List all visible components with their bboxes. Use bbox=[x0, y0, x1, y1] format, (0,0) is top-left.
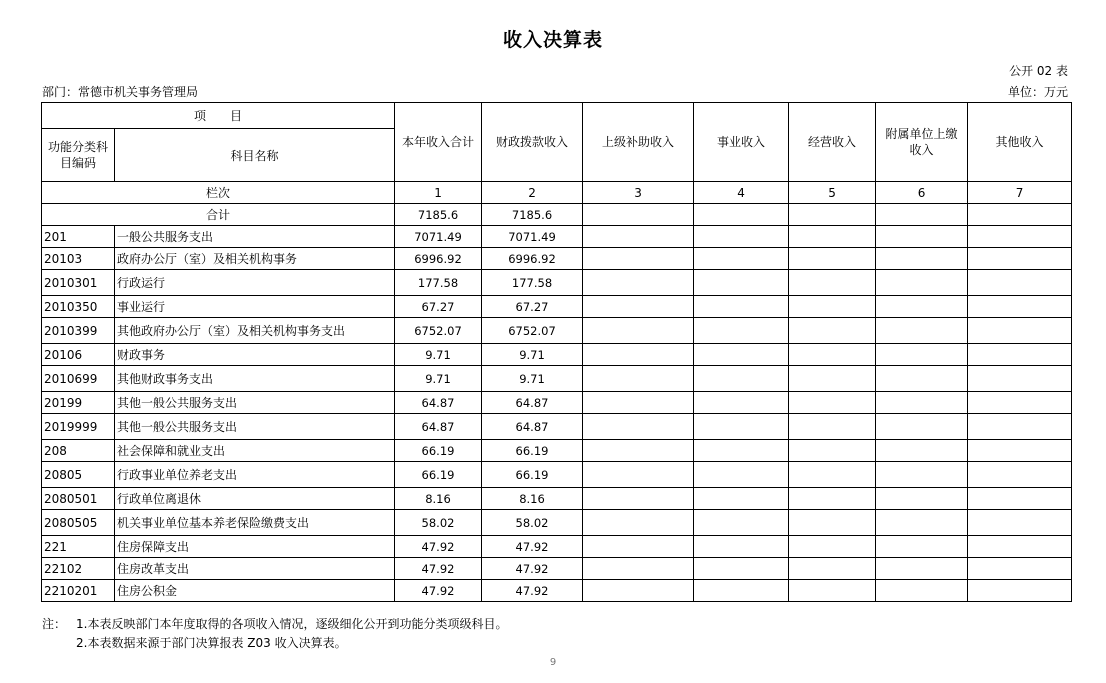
page-title: 收入决算表 bbox=[502, 29, 603, 51]
row-name: 其他财政事务支出 bbox=[115, 366, 395, 392]
row-name: 其他一般公共服务支出 bbox=[115, 392, 395, 414]
row-empty-cell bbox=[694, 462, 789, 488]
row-empty-cell bbox=[968, 536, 1072, 558]
row-total: 64.87 bbox=[395, 414, 482, 440]
row-code: 201 bbox=[42, 226, 115, 248]
header-project: 项 目 bbox=[42, 103, 395, 129]
table-row bbox=[42, 440, 1072, 462]
row-empty-cell bbox=[876, 536, 968, 558]
row-empty-cell bbox=[789, 366, 876, 392]
row-code: 2010699 bbox=[42, 366, 115, 392]
col-number: 4 bbox=[694, 182, 789, 204]
row-fiscal: 66.19 bbox=[482, 462, 583, 488]
row-empty-cell bbox=[968, 414, 1072, 440]
row-empty-cell bbox=[789, 392, 876, 414]
header-col-7: 其他收入 bbox=[968, 103, 1072, 182]
row-empty-cell bbox=[968, 248, 1072, 270]
header-col-6: 附属单位上缴收入 bbox=[876, 103, 968, 182]
table-row bbox=[42, 580, 1072, 602]
row-empty-cell bbox=[694, 318, 789, 344]
row-empty-cell bbox=[968, 270, 1072, 296]
row-code: 20805 bbox=[42, 462, 115, 488]
table-row bbox=[42, 270, 1072, 296]
row-code: 2019999 bbox=[42, 414, 115, 440]
row-empty-cell bbox=[876, 510, 968, 536]
row-empty-cell bbox=[876, 318, 968, 344]
row-empty-cell bbox=[694, 580, 789, 602]
col-number: 5 bbox=[789, 182, 876, 204]
row-code: 2010399 bbox=[42, 318, 115, 344]
row-empty-cell bbox=[583, 414, 694, 440]
row-code: 2010301 bbox=[42, 270, 115, 296]
row-fiscal: 177.58 bbox=[482, 270, 583, 296]
table-row bbox=[42, 226, 1072, 248]
row-total: 9.71 bbox=[395, 344, 482, 366]
row-empty-cell bbox=[789, 318, 876, 344]
row-empty-cell bbox=[694, 296, 789, 318]
header-func-code: 功能分类科目编码 bbox=[42, 129, 115, 182]
row-fiscal: 9.71 bbox=[482, 366, 583, 392]
row-name: 财政事务 bbox=[115, 344, 395, 366]
row-code: 2210201 bbox=[42, 580, 115, 602]
row-total: 7071.49 bbox=[395, 226, 482, 248]
row-empty-cell bbox=[789, 580, 876, 602]
table-row bbox=[42, 488, 1072, 510]
table-row bbox=[42, 248, 1072, 270]
note-line-2: 2.本表数据来源于部门决算报表 Z03 收入决算表。 bbox=[76, 636, 347, 650]
row-fiscal: 8.16 bbox=[482, 488, 583, 510]
col-number: 2 bbox=[482, 182, 583, 204]
table-row bbox=[42, 344, 1072, 366]
row-empty-cell bbox=[789, 536, 876, 558]
row-total: 47.92 bbox=[395, 580, 482, 602]
row-empty-cell bbox=[876, 488, 968, 510]
header-col-3: 上级补助收入 bbox=[583, 103, 694, 182]
row-empty-cell bbox=[583, 462, 694, 488]
row-empty-cell bbox=[876, 344, 968, 366]
row-empty-cell bbox=[583, 488, 694, 510]
notes-label: 注： bbox=[42, 617, 67, 631]
row-empty-cell bbox=[583, 510, 694, 536]
row-name: 社会保障和就业支出 bbox=[115, 440, 395, 462]
row-empty-cell bbox=[968, 366, 1072, 392]
header-col-1: 本年收入合计 bbox=[395, 103, 482, 182]
row-name: 政府办公厅（室）及相关机构事务 bbox=[115, 248, 395, 270]
row-total: 6996.92 bbox=[395, 248, 482, 270]
row-name: 住房改革支出 bbox=[115, 558, 395, 580]
row-fiscal: 58.02 bbox=[482, 510, 583, 536]
table-row bbox=[42, 414, 1072, 440]
row-empty-cell bbox=[583, 270, 694, 296]
row-empty-cell bbox=[694, 488, 789, 510]
row-name: 住房公积金 bbox=[115, 580, 395, 602]
row-empty-cell bbox=[583, 558, 694, 580]
row-empty-cell bbox=[876, 366, 968, 392]
row-empty-cell bbox=[968, 318, 1072, 344]
header-col-5: 经营收入 bbox=[789, 103, 876, 182]
table-row bbox=[42, 462, 1072, 488]
row-empty-cell bbox=[789, 248, 876, 270]
header-col-2: 财政拨款收入 bbox=[482, 103, 583, 182]
row-code: 20103 bbox=[42, 248, 115, 270]
row-empty-cell bbox=[694, 248, 789, 270]
table-code: 公开 02 表 bbox=[1009, 64, 1068, 78]
header-subject-name: 科目名称 bbox=[115, 129, 395, 182]
row-empty-cell bbox=[876, 226, 968, 248]
row-empty-cell bbox=[876, 440, 968, 462]
row-code: 208 bbox=[42, 440, 115, 462]
row-name: 行政运行 bbox=[115, 270, 395, 296]
row-empty-cell bbox=[583, 344, 694, 366]
col-number: 7 bbox=[968, 182, 1072, 204]
note-line-1: 1.本表反映部门本年度取得的各项收入情况，逐级细化公开到功能分类项级科目。 bbox=[76, 617, 508, 631]
row-empty-cell bbox=[968, 488, 1072, 510]
row-empty-cell bbox=[789, 462, 876, 488]
row-total: 177.58 bbox=[395, 270, 482, 296]
row-empty-cell bbox=[789, 440, 876, 462]
col-number: 3 bbox=[583, 182, 694, 204]
row-empty-cell bbox=[789, 226, 876, 248]
row-empty-cell bbox=[789, 270, 876, 296]
row-empty-cell bbox=[694, 344, 789, 366]
total-label: 合计 bbox=[42, 204, 395, 226]
row-code: 20199 bbox=[42, 392, 115, 414]
row-empty-cell bbox=[583, 366, 694, 392]
row-name: 行政事业单位养老支出 bbox=[115, 462, 395, 488]
row-code: 2080501 bbox=[42, 488, 115, 510]
row-empty-cell bbox=[789, 488, 876, 510]
row-empty-cell bbox=[583, 392, 694, 414]
row-code: 2010350 bbox=[42, 296, 115, 318]
table-row bbox=[42, 558, 1072, 580]
col-number: 6 bbox=[876, 182, 968, 204]
row-total: 64.87 bbox=[395, 392, 482, 414]
row-code: 221 bbox=[42, 536, 115, 558]
row-empty-cell bbox=[583, 580, 694, 602]
row-fiscal: 7071.49 bbox=[482, 226, 583, 248]
total-value bbox=[876, 204, 968, 226]
row-total: 47.92 bbox=[395, 558, 482, 580]
row-total: 66.19 bbox=[395, 440, 482, 462]
row-empty-cell bbox=[968, 558, 1072, 580]
row-empty-cell bbox=[694, 536, 789, 558]
row-total: 58.02 bbox=[395, 510, 482, 536]
row-empty-cell bbox=[876, 392, 968, 414]
row-name: 其他政府办公厅（室）及相关机构事务支出 bbox=[115, 318, 395, 344]
row-total: 9.71 bbox=[395, 366, 482, 392]
row-total: 47.92 bbox=[395, 536, 482, 558]
table-row bbox=[42, 366, 1072, 392]
row-empty-cell bbox=[789, 344, 876, 366]
row-name: 事业运行 bbox=[115, 296, 395, 318]
row-empty-cell bbox=[583, 296, 694, 318]
row-name: 一般公共服务支出 bbox=[115, 226, 395, 248]
row-empty-cell bbox=[694, 414, 789, 440]
row-empty-cell bbox=[694, 366, 789, 392]
row-name: 行政单位离退休 bbox=[115, 488, 395, 510]
row-name: 住房保障支出 bbox=[115, 536, 395, 558]
row-code: 20106 bbox=[42, 344, 115, 366]
row-name: 其他一般公共服务支出 bbox=[115, 414, 395, 440]
row-empty-cell bbox=[789, 558, 876, 580]
row-code: 22102 bbox=[42, 558, 115, 580]
unit-label: 单位：万元 bbox=[1007, 85, 1068, 99]
row-empty-cell bbox=[694, 558, 789, 580]
row-empty-cell bbox=[694, 510, 789, 536]
row-empty-cell bbox=[694, 440, 789, 462]
header-col-4: 事业收入 bbox=[694, 103, 789, 182]
row-name: 机关事业单位基本养老保险缴费支出 bbox=[115, 510, 395, 536]
row-empty-cell bbox=[968, 440, 1072, 462]
row-empty-cell bbox=[789, 510, 876, 536]
row-empty-cell bbox=[876, 462, 968, 488]
row-empty-cell bbox=[789, 296, 876, 318]
table-row bbox=[42, 392, 1072, 414]
total-value bbox=[968, 204, 1072, 226]
notes bbox=[42, 615, 507, 653]
row-code: 2080505 bbox=[42, 510, 115, 536]
total-value: 7185.6 bbox=[395, 204, 482, 226]
row-empty-cell bbox=[876, 414, 968, 440]
table-row bbox=[42, 296, 1072, 318]
row-label: 栏次 bbox=[42, 182, 395, 204]
row-empty-cell bbox=[968, 392, 1072, 414]
row-total: 8.16 bbox=[395, 488, 482, 510]
row-empty-cell bbox=[583, 440, 694, 462]
row-fiscal: 47.92 bbox=[482, 580, 583, 602]
row-empty-cell bbox=[876, 580, 968, 602]
total-value bbox=[694, 204, 789, 226]
row-empty-cell bbox=[789, 414, 876, 440]
row-empty-cell bbox=[968, 462, 1072, 488]
row-total: 6752.07 bbox=[395, 318, 482, 344]
table-row bbox=[42, 510, 1072, 536]
row-empty-cell bbox=[876, 296, 968, 318]
income-table bbox=[41, 102, 1072, 602]
row-empty-cell bbox=[968, 580, 1072, 602]
row-empty-cell bbox=[876, 558, 968, 580]
row-fiscal: 6996.92 bbox=[482, 248, 583, 270]
row-empty-cell bbox=[583, 248, 694, 270]
total-value bbox=[583, 204, 694, 226]
row-empty-cell bbox=[694, 270, 789, 296]
row-empty-cell bbox=[876, 270, 968, 296]
row-fiscal: 66.19 bbox=[482, 440, 583, 462]
total-value: 7185.6 bbox=[482, 204, 583, 226]
row-empty-cell bbox=[583, 226, 694, 248]
row-fiscal: 6752.07 bbox=[482, 318, 583, 344]
row-fiscal: 64.87 bbox=[482, 414, 583, 440]
row-empty-cell bbox=[583, 318, 694, 344]
row-empty-cell bbox=[694, 226, 789, 248]
row-empty-cell bbox=[968, 296, 1072, 318]
row-fiscal: 47.92 bbox=[482, 558, 583, 580]
row-total: 66.19 bbox=[395, 462, 482, 488]
department-label: 部门：常德市机关事务管理局 bbox=[42, 85, 199, 99]
total-value bbox=[789, 204, 876, 226]
row-empty-cell bbox=[876, 248, 968, 270]
col-number: 1 bbox=[395, 182, 482, 204]
row-empty-cell bbox=[694, 392, 789, 414]
row-fiscal: 64.87 bbox=[482, 392, 583, 414]
row-total: 67.27 bbox=[395, 296, 482, 318]
table-row bbox=[42, 536, 1072, 558]
row-empty-cell bbox=[968, 226, 1072, 248]
page-number: 9 bbox=[549, 657, 557, 668]
row-empty-cell bbox=[968, 344, 1072, 366]
row-fiscal: 47.92 bbox=[482, 536, 583, 558]
row-fiscal: 67.27 bbox=[482, 296, 583, 318]
row-empty-cell bbox=[968, 510, 1072, 536]
table-row bbox=[42, 318, 1072, 344]
row-empty-cell bbox=[583, 536, 694, 558]
row-fiscal: 9.71 bbox=[482, 344, 583, 366]
